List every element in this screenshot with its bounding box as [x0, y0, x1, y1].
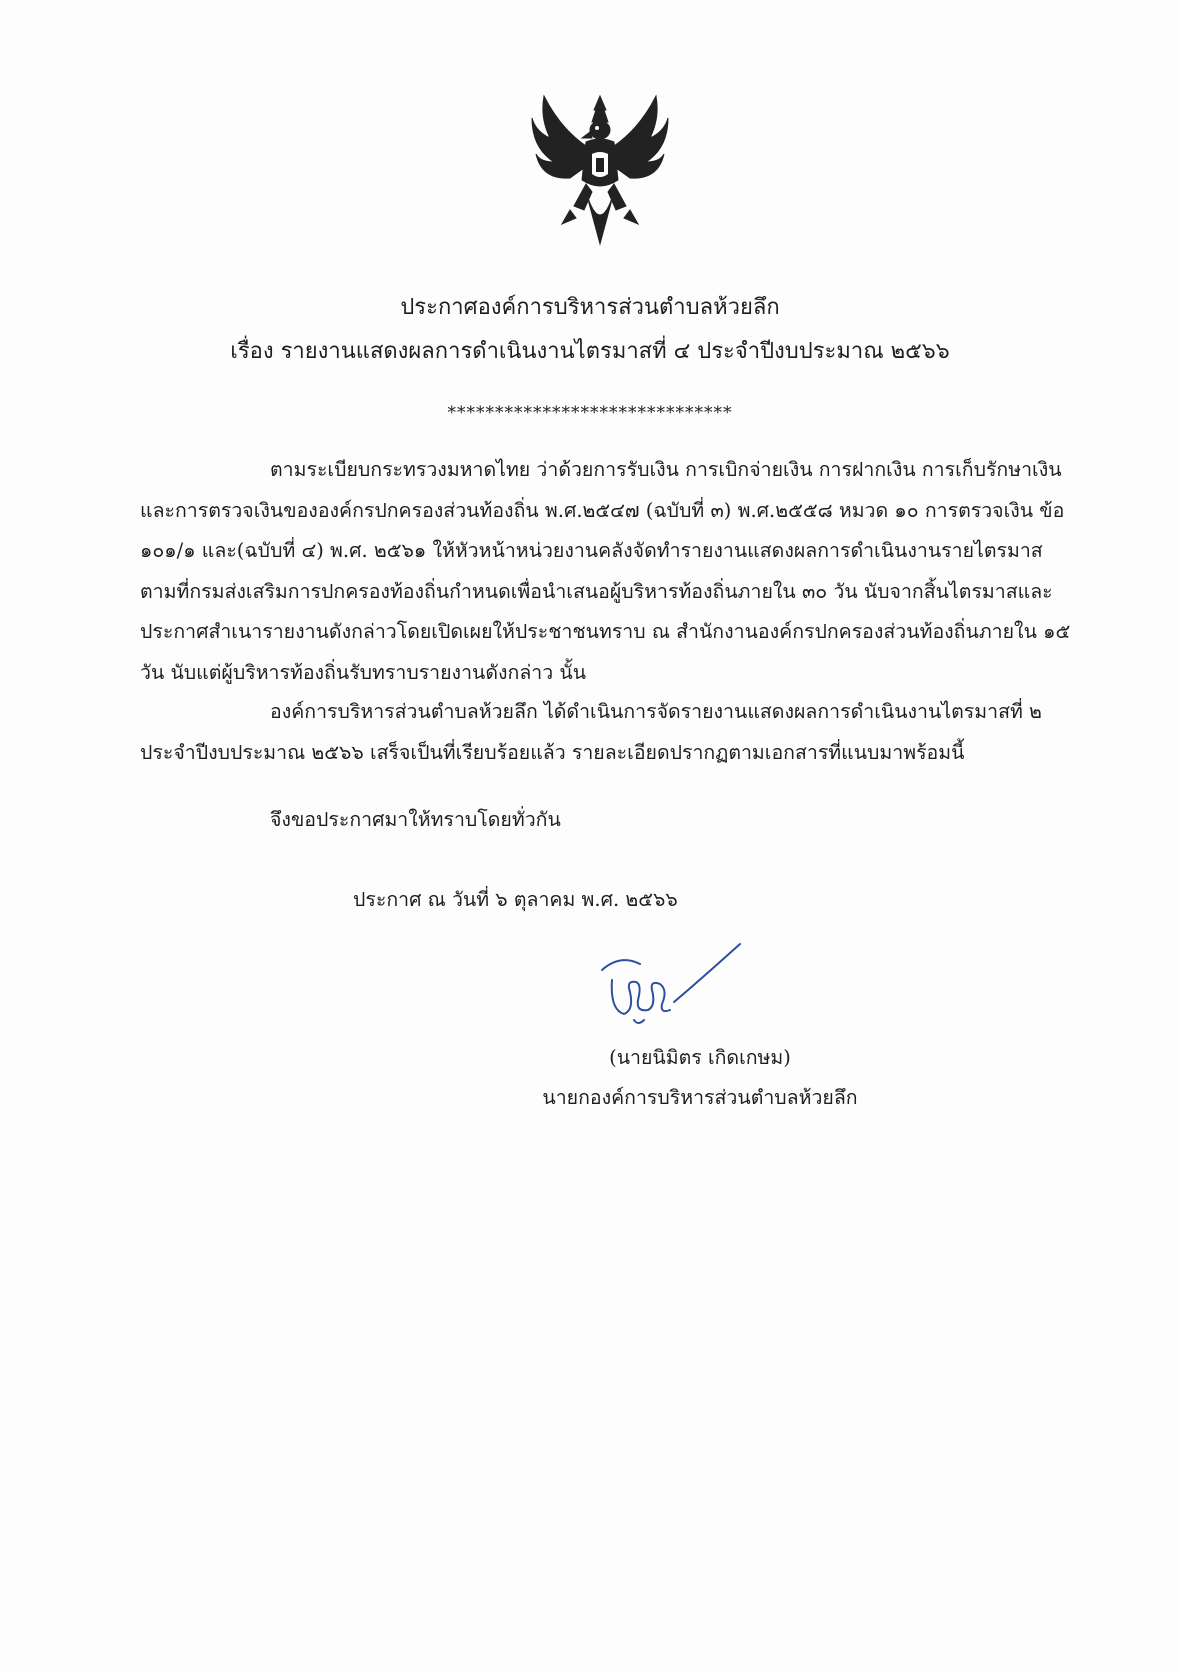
- signer-name: (นายนิมิตร เกิดเกษม): [609, 1046, 791, 1069]
- announcement-title: ประกาศองค์การบริหารส่วนตำบลห้วยลึก: [400, 295, 780, 320]
- announcement-subject: เรื่อง รายงานแสดงผลการดำเนินงานไตรมาสที่ ๔ ประจำปีงบประมาณ ๒๕๖๖: [230, 339, 950, 364]
- announcement-date: ประกาศ ณ วันที่ ๖ ตุลาคม พ.ศ. ๒๕๖๖: [353, 888, 678, 911]
- paragraph-line: และการตรวจเงินขององค์กรปกครองส่วนท้องถิ่น พ.ศ.๒๕๔๗ (ฉบับที่ ๓) พ.ศ.๒๕๕๘ หมวด ๑๐ การตรวจเงิน ข้อ: [140, 498, 1065, 522]
- paragraph-line: ตามที่กรมส่งเสริมการปกครองท้องถิ่นกำหนดเพื่อนำเสนอผู้บริหารท้องถิ่นภายใน ๓๐ วัน นับจากสิ้นไตรมาสและ: [140, 579, 1053, 603]
- signature-image: [590, 940, 760, 1030]
- garuda-emblem-icon: [530, 88, 670, 248]
- separator-line: ******************************: [447, 403, 733, 423]
- paragraph-line: องค์การบริหารส่วนตำบลห้วยลึก ได้ดำเนินการจัดรายงานแสดงผลการดำเนินงานไตรมาสที่ ๒: [270, 700, 1042, 723]
- paragraph-line: วัน นับแต่ผู้บริหารท้องถิ่นรับทราบรายงานดังกล่าว นั้น: [140, 660, 587, 684]
- signer-position: นายกองค์การบริหารส่วนตำบลห้วยลึก: [542, 1086, 858, 1109]
- paragraph-report-status: [140, 692, 1120, 773]
- paragraph-line: ประกาศสำเนารายงานดังกล่าวโดยเปิดเผยให้ประชาชนทราบ ณ สำนักงานองค์กรปกครองส่วนท้องถิ่นภายใน ๑๕: [140, 620, 1071, 643]
- paragraph-regulation: [140, 450, 1120, 693]
- paragraph-line: ๑๐๑/๑ และ(ฉบับที่ ๔) พ.ศ. ๒๕๖๑ ให้หัวหน้าหน่วยงานคลังจัดทำรายงานแสดงผลการดำเนินงานรายไตรมาส: [140, 539, 1043, 562]
- paragraph-line: ตามระเบียบกระทรวงมหาดไทย ว่าด้วยการรับเงิน การเบิกจ่ายเงิน การฝากเงิน การเก็บรักษาเงิน: [270, 458, 1062, 481]
- paragraph-line: จึงขอประกาศมาให้ทราบโดยทั่วกัน: [270, 808, 561, 831]
- paragraph-line: ประจำปีงบประมาณ ๒๕๖๖ เสร็จเป็นที่เรียบร้อยแล้ว รายละเอียดปรากฏตามเอกสารที่แนบมาพร้อมนี้: [140, 740, 965, 764]
- paragraph-closing: [140, 800, 1120, 841]
